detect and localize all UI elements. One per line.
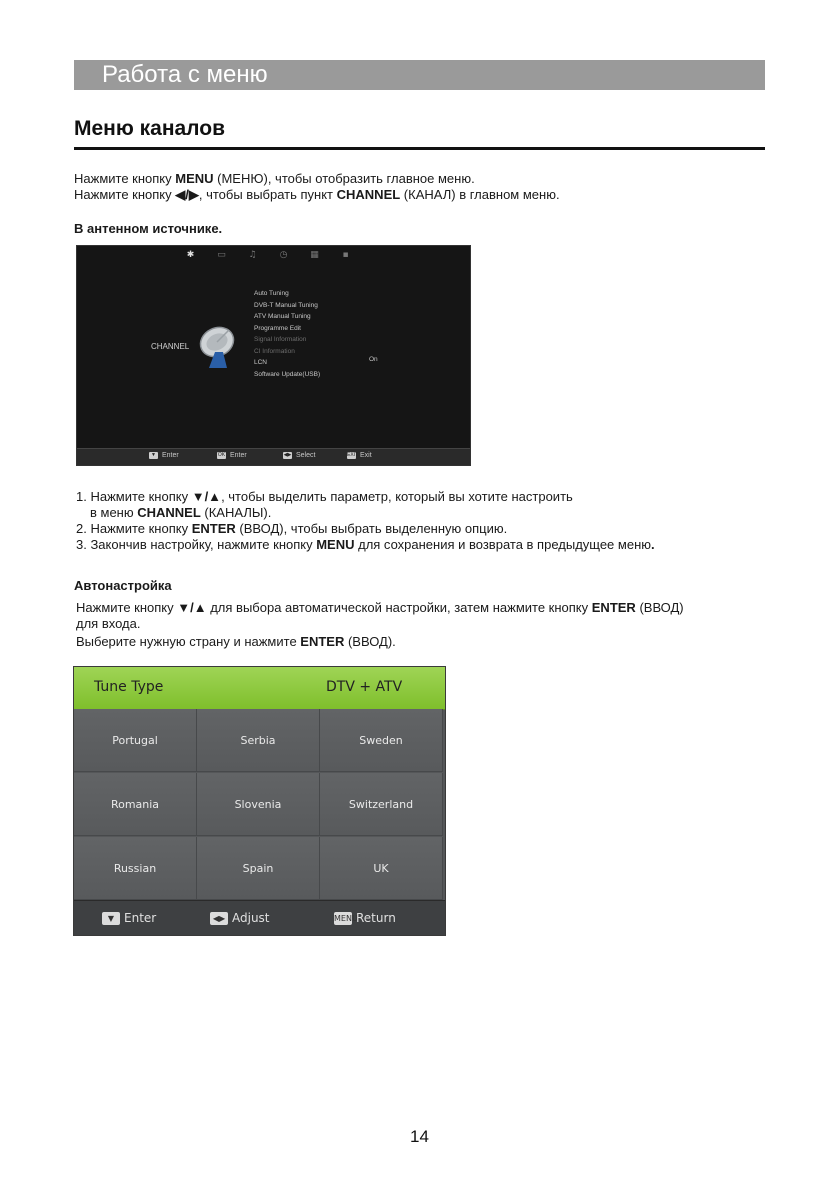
lcn-value: On [369, 356, 378, 363]
step-1-cont: в меню CHANNEL (КАНАЛЫ). [90, 505, 272, 520]
intro-line-1: Нажмите кнопку MENU (МЕНЮ), чтобы отобразить главное меню. [74, 171, 475, 186]
channel-menu-screenshot [76, 245, 471, 466]
arrow-keys-label: ◀/▶ [175, 187, 199, 202]
ok-key-icon: OK [217, 452, 226, 458]
footer-hint-adjust: ◀▶ Adjust [210, 911, 270, 925]
step-1: 1. Нажмите кнопку ▼/▲, чтобы выделить параметр, который вы хотите настроить [76, 489, 573, 504]
tune-type-label: Tune Type [94, 679, 164, 695]
menu-key-icon: MENU [334, 913, 358, 923]
menu-key-label: MENU [175, 171, 214, 186]
autotune-line-2: для входа. [76, 616, 141, 631]
menu-item-signal-information: Signal Information [254, 336, 307, 343]
menu-item-auto-tuning[interactable]: Auto Tuning [254, 290, 289, 297]
footer-hint-exit: EXIT Exit [347, 452, 372, 459]
autotune-line-1: Нажмите кнопку ▼/▲ для выбора автоматической настройки, затем нажмите кнопку ENTER (ВВОД) [76, 600, 684, 615]
left-right-key-icon: ◀▶ [210, 912, 228, 925]
menu-item-programme-edit[interactable]: Programme Edit [254, 324, 301, 332]
menu-item-software-update[interactable]: Software Update(USB) [254, 370, 321, 378]
satellite-dish-icon [195, 322, 241, 370]
country-cell[interactable]: Russian [74, 837, 197, 900]
footer-hint-ok: OK Enter [217, 452, 247, 459]
autotune-line-3: Выберите нужную страну и нажмите ENTER (ВВОД). [76, 634, 396, 649]
section-title-bar [74, 60, 765, 90]
exit-key-icon: EXIT [347, 452, 359, 458]
antenna-heading: В антенном источнике. [74, 221, 223, 236]
channel-menu-list [254, 288, 320, 380]
country-cell[interactable]: Romania [74, 773, 197, 836]
down-key-icon: ▼ [102, 912, 120, 925]
country-cell[interactable]: Slovenia [197, 773, 320, 836]
page-number: 14 [410, 1127, 429, 1146]
tune-type-value: DTV + ATV [326, 679, 403, 695]
autotune-heading: Автонастройка [74, 578, 172, 593]
footer-hint-enter: ▼ Enter [102, 911, 156, 925]
intro-line-2: Нажмите кнопку ◀/▶, чтобы выбрать пункт CHANNEL (КАНАЛ) в главном меню. [74, 187, 560, 202]
monitor-icon: ▭ [217, 250, 226, 260]
menu-item-atv-manual-tuning[interactable]: ATV Manual Tuning [254, 313, 311, 320]
step-3: 3. Закончив настройку, нажмите кнопку MENU для сохранения и возврата в предыдущее меню. [76, 537, 655, 552]
heading-rule [74, 147, 765, 150]
country-cell[interactable]: Portugal [74, 709, 197, 772]
clock-icon: ◷ [279, 250, 288, 260]
menu-item-ci-information: CI Information [254, 347, 295, 355]
section-title: Работа с меню [102, 61, 268, 88]
down-key-icon: ▼ [149, 452, 158, 459]
menu-item-lcn[interactable]: LCN [254, 359, 268, 366]
lock-icon: ▪ [342, 250, 349, 260]
channel-key-label: CHANNEL [336, 187, 401, 202]
tune-type-row[interactable] [74, 667, 445, 710]
music-icon: ♫ [248, 250, 257, 260]
footer-hint-select: ◀▶ Select [283, 452, 316, 459]
country-cell[interactable]: Serbia [197, 709, 320, 772]
footer-hint-return: MENU Return [334, 911, 396, 925]
page-heading: Меню каналов [74, 117, 225, 140]
country-cell[interactable]: Switzerland [320, 773, 443, 836]
country-cell[interactable]: Spain [197, 837, 320, 900]
channel-menu-footer [77, 448, 470, 465]
gear-icon: ✱ [186, 250, 195, 260]
menu-tab-icons [185, 250, 351, 262]
channel-label: CHANNEL [151, 342, 190, 351]
country-select-footer [74, 900, 445, 935]
country-cell[interactable]: UK [320, 837, 443, 900]
left-right-key-icon: ◀▶ [283, 452, 292, 458]
footer-hint-enter: ▼ Enter [149, 452, 179, 459]
step-2: 2. Нажмите кнопку ENTER (ВВОД), чтобы выбрать выделенную опцию. [76, 521, 508, 536]
grid-icon: ▦ [310, 250, 319, 260]
menu-item-dvbt-manual-tuning[interactable]: DVB-T Manual Tuning [254, 301, 318, 309]
country-select-screenshot [73, 666, 446, 936]
country-cell[interactable]: Sweden [320, 709, 443, 772]
